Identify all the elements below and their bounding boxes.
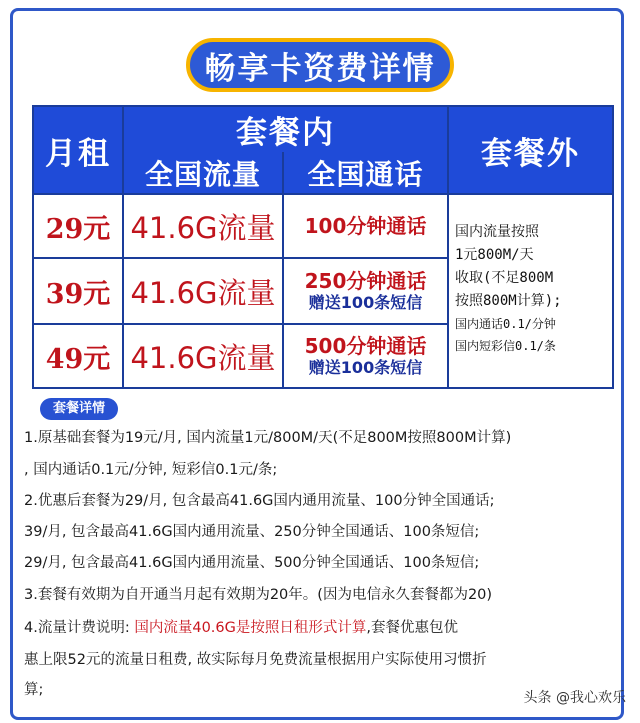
header-rent: 月租 xyxy=(33,106,123,194)
call-cell xyxy=(283,324,448,388)
call-minutes: 500分钟通话 xyxy=(304,334,427,358)
billing-label: 4.流量计费说明: xyxy=(24,620,135,636)
table-row xyxy=(33,194,613,258)
outside-line: 收取(不足800M xyxy=(455,270,554,286)
detail-line: 2.优惠后套餐为29/月, 包含最高41.6G国内通用流量、100分钟全国通话; xyxy=(24,493,495,509)
pricing-table xyxy=(32,105,614,389)
call-minutes: 250分钟通话 xyxy=(304,269,427,293)
watermark: 头条 @我心欢乐 xyxy=(523,690,626,706)
sms-bonus: 赠送100条短信 xyxy=(308,293,423,312)
flow-cell: 41.6G流量 xyxy=(123,194,283,258)
detail-line: 3.套餐有效期为自开通当月起有效期为20年。(因为电信永久套餐都为20) xyxy=(24,587,493,603)
sms-bonus: 赠送100条短信 xyxy=(308,358,423,377)
header-inside: 套餐内 xyxy=(123,106,448,152)
detail-line: 惠上限52元的流量日租费, 故实际每月免费流量根据用户实际使用习惯折 xyxy=(24,652,487,668)
call-cell xyxy=(283,258,448,324)
header-flow: 全国流量 xyxy=(123,152,283,194)
call-minutes: 100分钟通话 xyxy=(304,214,427,238)
billing-tail: ,套餐优惠包优 xyxy=(366,620,458,636)
outside-small-line: 国内通话0.1/分钟 xyxy=(455,317,556,331)
outside-line: 按照800M计算); xyxy=(455,293,562,309)
detail-line: 29/月, 包含最高41.6G国内通用流量、500分钟全国通话、100条短信; xyxy=(24,555,480,571)
detail-line-billing xyxy=(24,618,458,638)
outside-line: 1元800M/天 xyxy=(455,247,534,263)
rent-cell: 49元 xyxy=(33,324,123,388)
outside-line: 国内流量按照 xyxy=(455,224,539,240)
flow-cell: 41.6G流量 xyxy=(123,324,283,388)
detail-line: 1.原基础套餐为19元/月, 国内流量1元/800M/天(不足800M按照800M计算) xyxy=(24,430,512,446)
title-banner xyxy=(186,38,454,92)
outside-small-line: 国内短彩信0.1/条 xyxy=(455,339,556,353)
rent-cell: 29元 xyxy=(33,194,123,258)
header-call: 全国通话 xyxy=(283,152,448,194)
detail-line: 39/月, 包含最高41.6G国内通用流量、250分钟全国通话、100条短信; xyxy=(24,524,480,540)
outside-package-cell xyxy=(448,194,613,388)
rent-cell: 39元 xyxy=(33,258,123,324)
flow-cell: 41.6G流量 xyxy=(123,258,283,324)
header-outside: 套餐外 xyxy=(448,106,613,194)
billing-highlight: 国内流量40.6G是按照日租形式计算 xyxy=(134,620,367,636)
call-cell xyxy=(283,194,448,258)
detail-line: , 国内通话0.1元/分钟, 短彩信0.1元/条; xyxy=(24,462,278,478)
page-title: 畅享卡资费详情 xyxy=(204,50,436,87)
detail-line: 算; xyxy=(24,682,44,698)
details-badge: 套餐详情 xyxy=(40,398,118,420)
